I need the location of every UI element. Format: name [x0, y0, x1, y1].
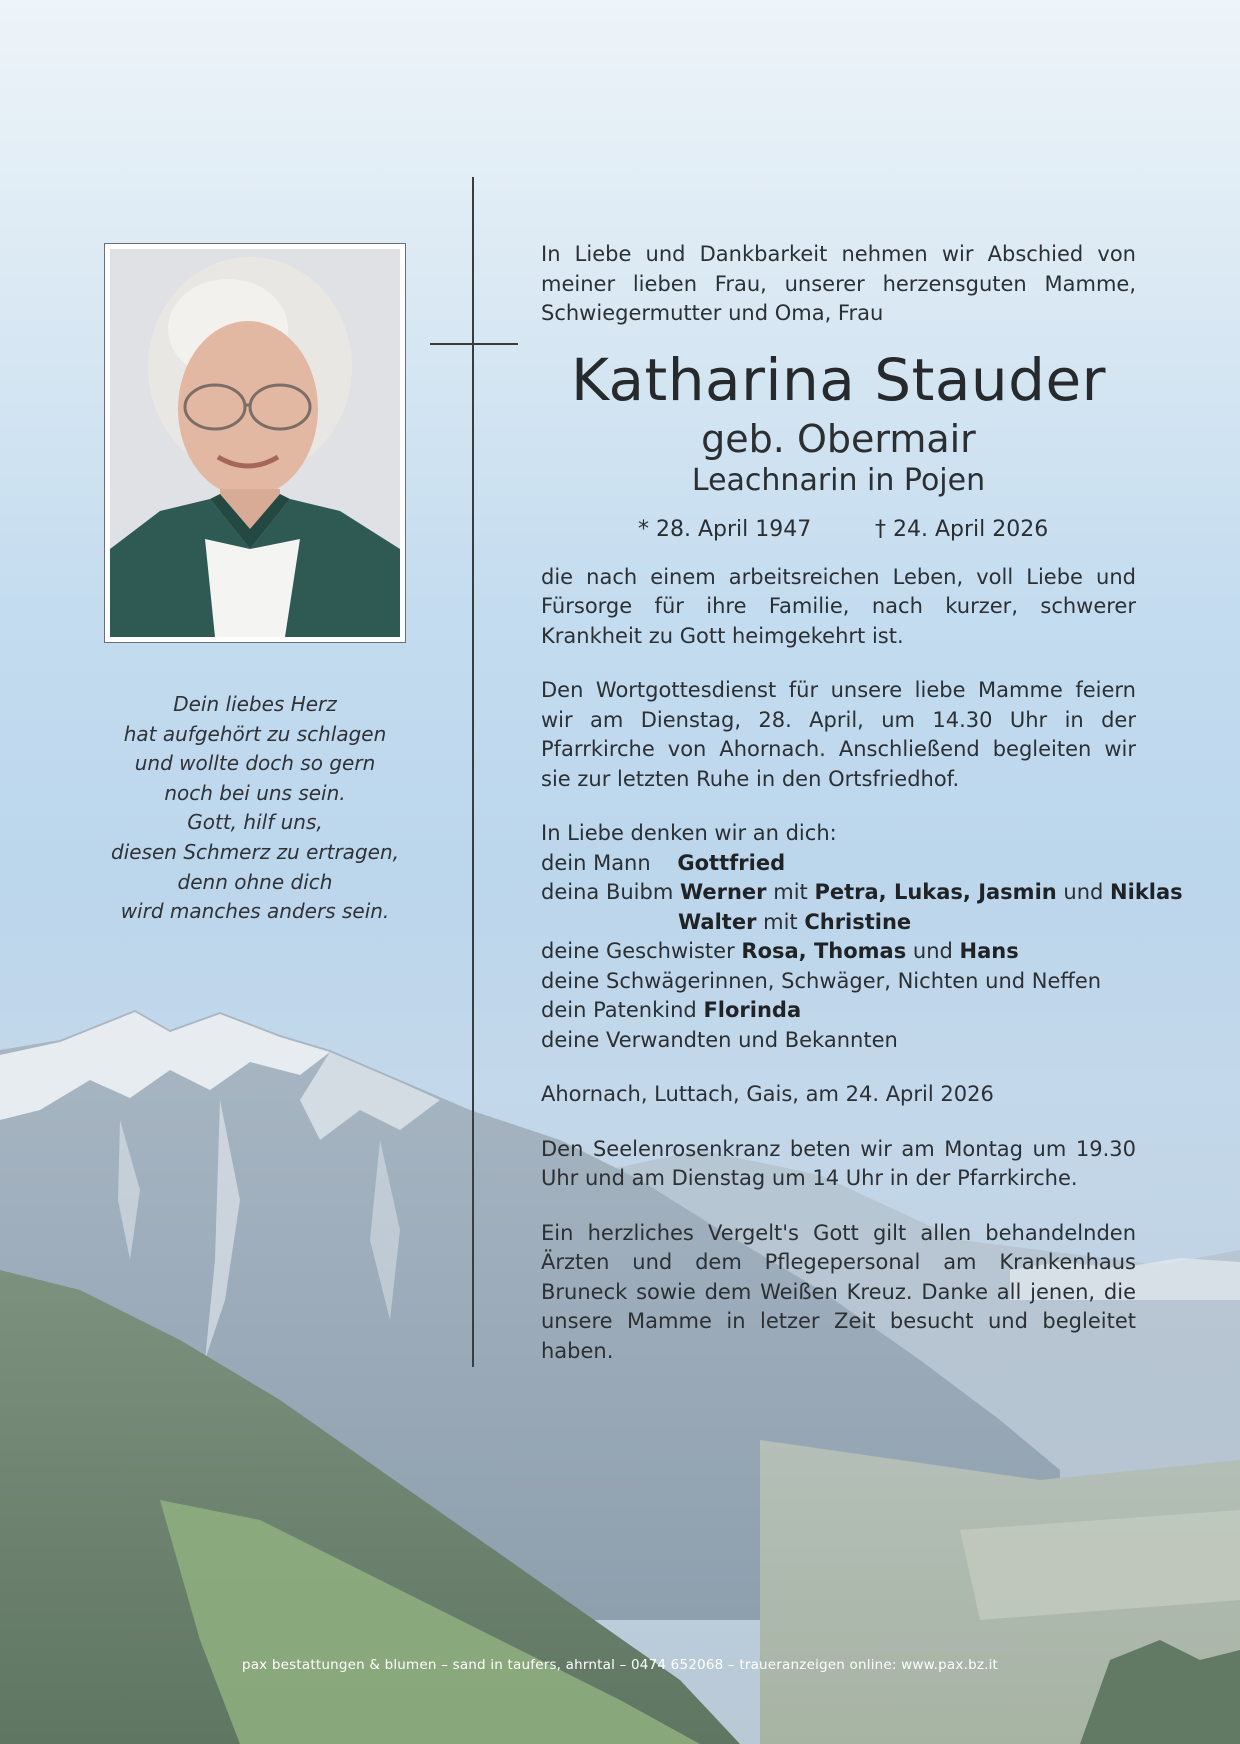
poem-line: diesen Schmerz zu ertragen,	[111, 839, 399, 864]
sibling-last-name: Hans	[959, 939, 1019, 963]
farm-name: Leachnarin in Pojen	[691, 462, 986, 498]
connector-text: und	[912, 939, 953, 963]
cross-horizontal-bar	[430, 343, 518, 345]
son-name: Walter	[678, 909, 757, 934]
son-name: Werner	[679, 880, 767, 904]
family-relatives-line: deine Verwandten und Bekannten	[541, 1027, 898, 1052]
family-list	[541, 819, 1183, 1055]
obituary-text-column	[541, 240, 1183, 1366]
life-dates	[541, 509, 1136, 549]
service-paragraph: Den Wortgottesdienst für unsere liebe Mamme feiern wir am Dienstag, 28. April, um 14.30 Uhr in der Pfarrkirche von Ahornach. Anschließend begleiten wir sie zur letzten Ruhe in den Ortsfriedhof.	[541, 678, 1136, 791]
birth-date: * 28. April 1947	[638, 516, 812, 542]
deceased-name: Katharina Stauder	[570, 345, 1106, 414]
husband-name: Gottfried	[677, 850, 786, 875]
thanks-paragraph: Ein herzliches Vergelt's Gott gilt allen behandelnden Ärzten und dem Pflegepersonal am Krankenhaus Bruneck sowie dem Weißen Kreuz. Danke all jenen, die unsere Mamme in letzer Zeit besucht und begleitet haben.	[541, 1220, 1136, 1363]
poem-line: und wollte doch so gern	[134, 751, 376, 776]
family-godchild-line	[541, 996, 1136, 1026]
footer-funeral-home: pax bestattungen & blumen – sand in taufers, ahrntal – 0474 652068 – traueranzeigen online: www.pax.bz.it	[241, 1657, 999, 1673]
connector-text: und	[1063, 880, 1104, 904]
cross-vertical-bar	[472, 177, 474, 1367]
son-family-last-name: Niklas	[1110, 880, 1183, 904]
connector-text: mit	[773, 880, 808, 904]
passing-paragraph: die nach einem arbeitsreichen Leben, voll Liebe und Fürsorge für ihre Familie, nach kurzer, schwerer Krankheit zu Gott heimgekehrt ist.	[541, 564, 1136, 648]
birth-name: geb. Obermair	[701, 416, 976, 461]
poem-line: Gott, hilf uns,	[187, 810, 323, 835]
godchild-label: dein Patenkind	[541, 998, 697, 1022]
sons-label: deina Buibm	[541, 880, 674, 904]
poem-line: noch bei uns sein.	[164, 780, 346, 805]
rosary-paragraph: Den Seelenrosenkranz beten wir am Montag um 19.30 Uhr und am Dienstag um 14 Uhr in der Pfarrkirche.	[541, 1136, 1136, 1190]
poem-line: wird manches anders sein.	[120, 899, 390, 924]
portrait-photo-frame	[104, 243, 406, 643]
family-son2-line	[541, 908, 1136, 938]
connector-text: mit	[763, 909, 798, 934]
poem-line: denn ohne dich	[177, 869, 333, 894]
husband-label: dein Mann	[541, 850, 651, 875]
family-sons-line	[541, 878, 1183, 908]
poem	[104, 690, 406, 927]
family-inlaws-line: deine Schwägerinnen, Schwäger, Nichten und Neffen	[541, 968, 1102, 993]
death-date: † 24. April 2026	[875, 516, 1049, 542]
family-siblings-line	[541, 937, 1136, 967]
portrait-photo	[110, 249, 400, 637]
son-family-names: Petra, Lukas, Jasmin	[814, 880, 1057, 904]
sibling-names: Rosa, Thomas	[741, 939, 907, 963]
siblings-label: deine Geschwister	[541, 939, 735, 963]
poem-line: hat aufgehört zu schlagen	[123, 721, 387, 746]
family-husband-line	[541, 849, 1136, 879]
family-heading: In Liebe denken wir an dich:	[541, 821, 837, 845]
godchild-name: Florinda	[703, 998, 802, 1022]
intro-paragraph: In Liebe und Dankbarkeit nehmen wir Abschied von meiner lieben Frau, unserer herzensguten Mamme, Schwiegermutter und Oma, Frau	[541, 242, 1136, 325]
son-partner-name: Christine	[804, 909, 912, 934]
poem-line: Dein liebes Herz	[173, 692, 337, 716]
place-date: Ahornach, Luttach, Gais, am 24. April 2026	[541, 1082, 994, 1106]
